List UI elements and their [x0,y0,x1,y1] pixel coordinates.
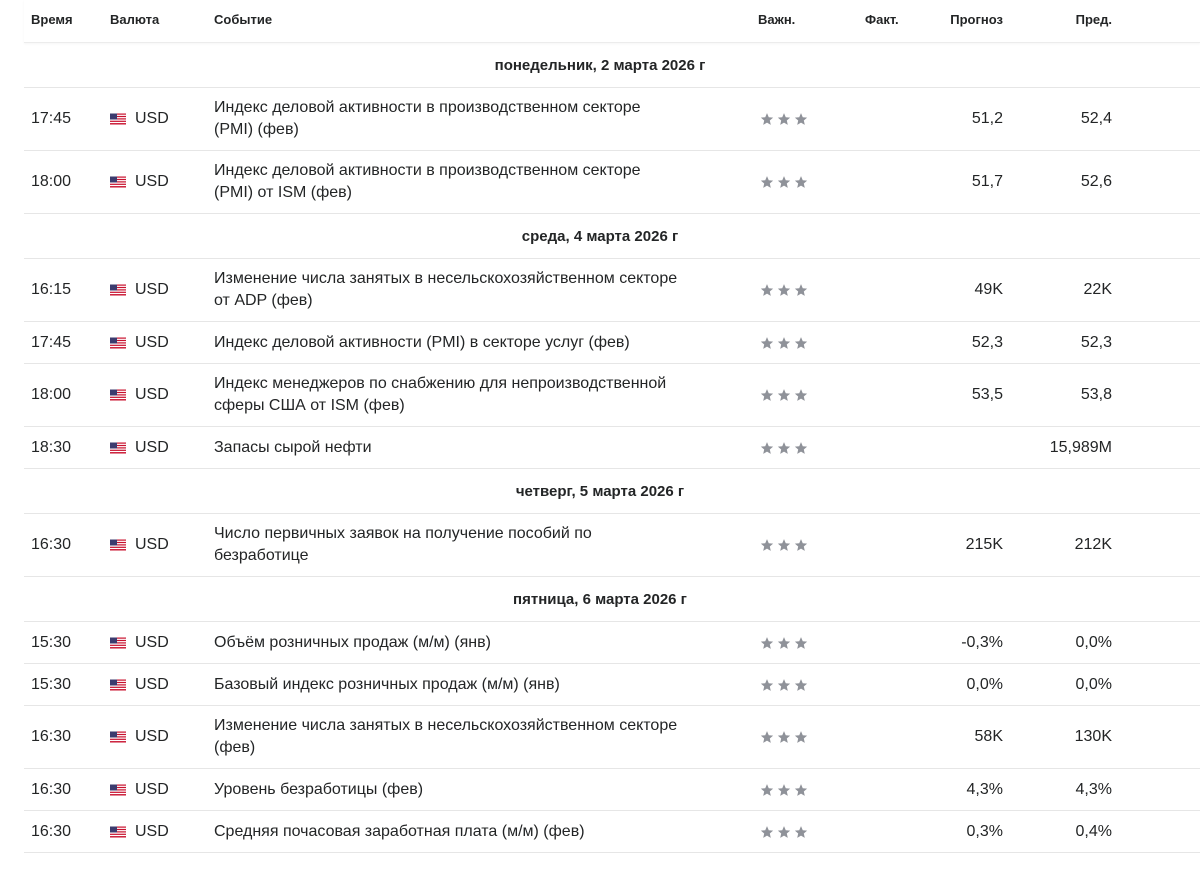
table-row[interactable] [24,427,1200,469]
event-time: 18:00 [31,173,72,190]
event-title[interactable]: Индекс деловой активности в производственном секторе (PMI) (фев) [214,99,641,138]
star-icon [760,175,774,189]
us-flag-icon [110,337,126,348]
header-importance[interactable]: Важн. [758,12,796,27]
header-previous[interactable]: Пред. [1075,12,1112,27]
event-forecast: 52,3 [971,333,1003,351]
economic-calendar-table [24,0,1200,853]
table-row[interactable] [24,259,1200,322]
event-currency: USD [135,386,169,403]
event-previous: 0,0% [1075,633,1112,651]
day-header [24,577,1200,622]
event-previous: 52,6 [1080,173,1112,190]
event-title[interactable]: Базовый индекс розничных продаж (м/м) (янв) [214,675,560,693]
importance-stars [760,112,808,126]
event-previous: 4,3% [1075,780,1112,798]
star-icon [777,112,791,126]
event-currency: USD [135,536,169,553]
event-currency: USD [135,173,169,190]
star-icon [760,636,774,650]
us-flag-icon [110,679,126,690]
event-title[interactable]: Изменение числа занятых в несельскохозяйственном секторе от ADP (фев) [214,270,678,309]
event-time: 16:30 [31,780,72,798]
importance-stars [760,388,808,402]
table-row[interactable] [24,151,1200,214]
us-flag-icon [110,177,126,188]
event-forecast: 49K [974,281,1003,298]
event-title[interactable]: Уровень безработицы (фев) [214,780,424,798]
event-currency: USD [135,675,169,693]
event-previous: 52,3 [1080,333,1112,351]
event-currency: USD [135,438,169,456]
star-icon [777,730,791,744]
star-icon [777,441,791,455]
star-icon [777,825,791,839]
event-currency: USD [135,822,169,840]
importance-stars [760,783,808,797]
star-icon [777,388,791,402]
event-previous: 52,4 [1080,110,1112,127]
star-icon [777,283,791,297]
event-forecast: -0,3% [961,633,1003,651]
us-flag-icon [110,732,126,743]
star-icon [794,636,808,650]
event-title[interactable]: Индекс деловой активности (PMI) в секторе услуг (фев) [214,333,630,351]
event-currency: USD [135,281,169,298]
importance-stars [760,441,808,455]
day-label: четверг, 5 марта 2026 г [515,483,685,500]
us-flag-icon [110,637,126,648]
us-flag-icon [110,784,126,795]
star-icon [777,175,791,189]
star-icon [794,783,808,797]
event-forecast: 0,0% [966,675,1003,693]
event-title[interactable]: Объём розничных продаж (м/м) (янв) [214,633,491,651]
event-forecast: 51,2 [971,110,1003,127]
star-icon [777,336,791,350]
table-row[interactable] [24,811,1200,853]
importance-stars [760,336,808,350]
event-forecast: 4,3% [966,780,1003,798]
star-icon [760,825,774,839]
header-time[interactable]: Время [31,12,73,27]
importance-stars [760,636,808,650]
us-flag-icon [110,442,126,453]
day-label: среда, 4 марта 2026 г [521,228,679,245]
day-header [24,469,1200,514]
importance-stars [760,730,808,744]
day-header [24,43,1200,88]
event-time: 15:30 [31,633,72,651]
star-icon [794,730,808,744]
star-icon [794,112,808,126]
event-currency: USD [135,780,169,798]
star-icon [777,538,791,552]
event-previous: 130K [1074,728,1112,745]
star-icon [794,538,808,552]
star-icon [777,636,791,650]
event-forecast: 58K [974,728,1003,745]
event-title[interactable]: Индекс менеджеров по снабжению для непроизводственной сферы США от ISM (фев) [214,375,667,414]
event-forecast: 0,3% [966,822,1003,840]
header-forecast[interactable]: Прогноз [950,12,1003,27]
importance-stars [760,283,808,297]
event-time: 16:30 [31,728,72,745]
us-flag-icon [110,540,126,551]
table-header [24,0,1200,43]
day-label: понедельник, 2 марта 2026 г [494,57,706,74]
event-previous: 0,0% [1075,675,1112,693]
us-flag-icon [110,826,126,837]
event-time: 16:30 [31,536,72,553]
event-previous: 0,4% [1075,822,1112,840]
header-actual[interactable]: Факт. [865,12,899,27]
event-previous: 15,989M [1049,438,1112,456]
event-title[interactable]: Число первичных заявок на получение пособий по безработице [214,525,592,564]
star-icon [794,388,808,402]
event-time: 16:15 [31,281,72,298]
star-icon [794,175,808,189]
star-icon [794,283,808,297]
table-row[interactable] [24,322,1200,364]
star-icon [777,783,791,797]
table-row[interactable] [24,769,1200,811]
star-icon [794,678,808,692]
importance-stars [760,538,808,552]
star-icon [760,283,774,297]
star-icon [760,441,774,455]
table-row[interactable] [24,664,1200,706]
us-flag-icon [110,114,126,125]
header-currency[interactable]: Валюта [110,12,160,27]
event-time: 16:30 [31,822,72,840]
table-row[interactable] [24,88,1200,151]
event-time: 18:00 [31,386,72,403]
importance-stars [760,678,808,692]
star-icon [794,825,808,839]
event-previous: 212K [1074,536,1112,553]
day-header [24,214,1200,259]
event-time: 18:30 [31,438,72,456]
event-time: 17:45 [31,110,72,127]
event-title[interactable]: Запасы сырой нефти [214,438,372,456]
table-row[interactable] [24,622,1200,664]
star-icon [794,441,808,455]
event-previous: 53,8 [1080,386,1112,403]
event-previous: 22K [1083,281,1112,298]
event-title[interactable]: Средняя почасовая заработная плата (м/м) (фев) [214,822,585,840]
event-forecast: 215K [965,536,1003,553]
header-event[interactable]: Событие [214,12,273,27]
event-time: 15:30 [31,675,72,693]
table-row[interactable] [24,514,1200,577]
event-forecast: 51,7 [971,173,1003,190]
star-icon [760,538,774,552]
us-flag-icon [110,285,126,296]
table-row[interactable] [24,364,1200,427]
star-icon [794,336,808,350]
star-icon [760,678,774,692]
event-currency: USD [135,633,169,651]
event-currency: USD [135,728,169,745]
event-title[interactable]: Изменение числа занятых в несельскохозяйственном секторе (фев) [214,717,678,756]
day-label: пятница, 6 марта 2026 г [513,591,687,608]
star-icon [760,112,774,126]
importance-stars [760,825,808,839]
event-currency: USD [135,110,169,127]
event-title[interactable]: Индекс деловой активности в производственном секторе (PMI) от ISM (фев) [214,162,641,201]
star-icon [760,336,774,350]
table-row[interactable] [24,706,1200,769]
event-time: 17:45 [31,333,72,351]
event-currency: USD [135,333,169,351]
star-icon [760,783,774,797]
us-flag-icon [110,390,126,401]
importance-stars [760,175,808,189]
star-icon [760,730,774,744]
star-icon [777,678,791,692]
star-icon [760,388,774,402]
event-forecast: 53,5 [971,386,1003,403]
